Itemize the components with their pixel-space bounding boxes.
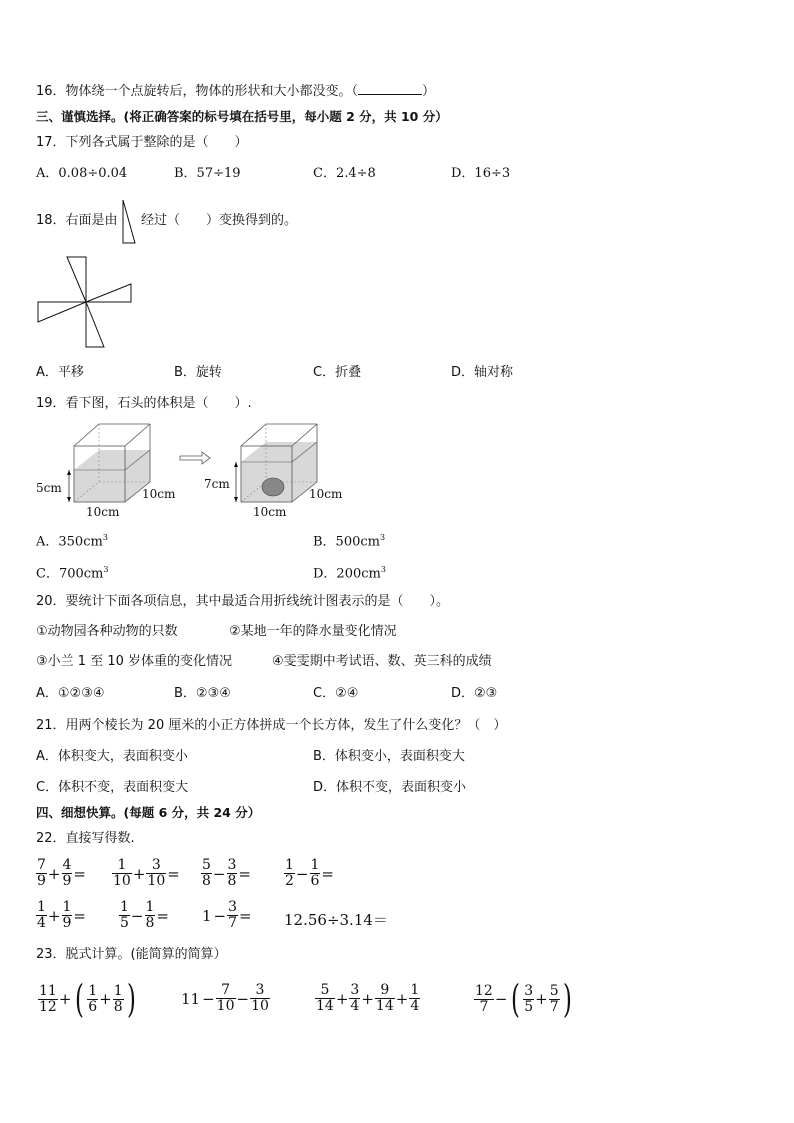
- pinwheel-figure: [34, 254, 134, 354]
- left-width-label: 10cm: [86, 505, 120, 519]
- expression-3: $\frac{5}{14}$ + $\frac{3}{4}$ + $\frac{9}{14}$ + $\frac{1}{4}$: [316, 982, 420, 1014]
- item-1: ①动物园各种动物的只数: [36, 624, 178, 639]
- option-c[interactable]: C．$700cm^3$: [36, 565, 109, 582]
- question-18-stem-post: 经过（ ）变换得到的。: [141, 213, 298, 228]
- calc-item: 12.56÷3.14＝: [284, 911, 388, 929]
- option-c[interactable]: C．折叠: [313, 365, 362, 380]
- option-d[interactable]: D．16÷3: [451, 166, 511, 181]
- left-height-label: 5cm: [36, 481, 62, 495]
- option-b[interactable]: B．体积变小，表面积变大: [313, 749, 465, 764]
- calc-item: $\frac{5}{8}$ − $\frac{3}{8}$ =: [202, 857, 251, 889]
- option-d[interactable]: D．②③: [451, 686, 498, 701]
- item-4: ④雯雯期中考试语、数、英三科的成绩: [272, 654, 492, 669]
- calc-item: $\frac{1}{5}$ − $\frac{1}{8}$ =: [120, 899, 169, 931]
- question-16-text: 16．物体绕一个点旋转后，物体的形状和大小都没变。（: [36, 84, 359, 99]
- calc-item: $\frac{7}{9}$ + $\frac{4}{9}$ =: [37, 857, 86, 889]
- expression-2: 11 − $\frac{7}{10}$ − $\frac{3}{10}$: [181, 982, 269, 1014]
- option-b[interactable]: B．②③④: [174, 686, 231, 701]
- option-d[interactable]: D．体积不变，表面积变小: [313, 780, 467, 795]
- option-c[interactable]: C．2.4÷8: [313, 166, 376, 181]
- answer-blank[interactable]: [358, 82, 422, 95]
- left-depth-label: 10cm: [142, 487, 176, 501]
- expression-1: $\frac{11}{12}$ + ( $\frac{1}{6}$ + $\frac{1}{8}$ ): [39, 977, 136, 1021]
- triangle-shape-icon: [120, 198, 138, 246]
- option-a[interactable]: A．体积变大，表面积变小: [36, 749, 188, 764]
- option-a[interactable]: A．平移: [36, 365, 84, 380]
- right-height-label: 7cm: [204, 477, 230, 491]
- calc-item: $\frac{1}{10}$ + $\frac{3}{10}$ =: [113, 857, 180, 889]
- question-19-stem: 19．看下图，石头的体积是（ ）.: [36, 396, 252, 411]
- calc-item: $\frac{1}{2}$ − $\frac{1}{6}$ =: [285, 857, 334, 889]
- question-17-stem: 17．下列各式属于整除的是（ ）: [36, 135, 248, 150]
- arrow-right-icon: [180, 452, 210, 464]
- right-depth-label: 10cm: [309, 487, 343, 501]
- calc-item: $\frac{1}{4}$ + $\frac{1}{9}$ =: [37, 899, 86, 931]
- right-container: [234, 424, 317, 502]
- stone-shape: [262, 478, 284, 496]
- section-4-title: 四、细想快算。(每题 6 分，共 24 分）: [36, 805, 261, 820]
- question-21-stem: 21．用两个棱长为 20 厘米的小正方体拼成一个长方体，发生了什么变化？（ ）: [36, 718, 507, 733]
- option-c[interactable]: C．②④: [313, 686, 359, 701]
- expression-4: $\frac{12}{7}$ − ( $\frac{3}{5}$ + $\frac{5}{7}$ ): [475, 977, 572, 1021]
- calc-item: 1 − $\frac{3}{7}$ =: [202, 899, 252, 931]
- question-16: [36, 82, 435, 101]
- close-paren: ）: [422, 84, 436, 99]
- option-b[interactable]: B．57÷19: [174, 166, 241, 181]
- section-3-title: 三、谨慎选择。(将正确答案的标号填在括号里，每小题 2 分，共 10 分）: [36, 109, 448, 124]
- item-3: ③小兰 1 至 10 岁体重的变化情况: [36, 654, 232, 669]
- stone-volume-figure: [34, 420, 364, 522]
- option-a[interactable]: A．$350cm^3$: [36, 533, 108, 550]
- option-b[interactable]: B．旋转: [174, 365, 222, 380]
- option-a[interactable]: A．0.08÷0.04: [36, 166, 128, 181]
- right-width-label: 10cm: [253, 505, 287, 519]
- option-d[interactable]: D．轴对称: [451, 365, 514, 380]
- item-2: ②某地一年的降水量变化情况: [229, 624, 397, 639]
- option-d[interactable]: D．$200cm^3$: [313, 565, 386, 582]
- option-a[interactable]: A．①②③④: [36, 686, 105, 701]
- question-18-stem-pre: 18．右面是由: [36, 213, 118, 228]
- option-b[interactable]: B．$500cm^3$: [313, 533, 386, 550]
- left-container: [67, 424, 150, 502]
- question-23-stem: 23．脱式计算。(能简算的简算）: [36, 947, 227, 962]
- question-22-stem: 22．直接写得数.: [36, 831, 135, 846]
- option-c[interactable]: C．体积不变，表面积变大: [36, 780, 189, 795]
- question-20-stem: 20．要统计下面各项信息，其中最适合用折线统计图表示的是（ ）。: [36, 594, 450, 609]
